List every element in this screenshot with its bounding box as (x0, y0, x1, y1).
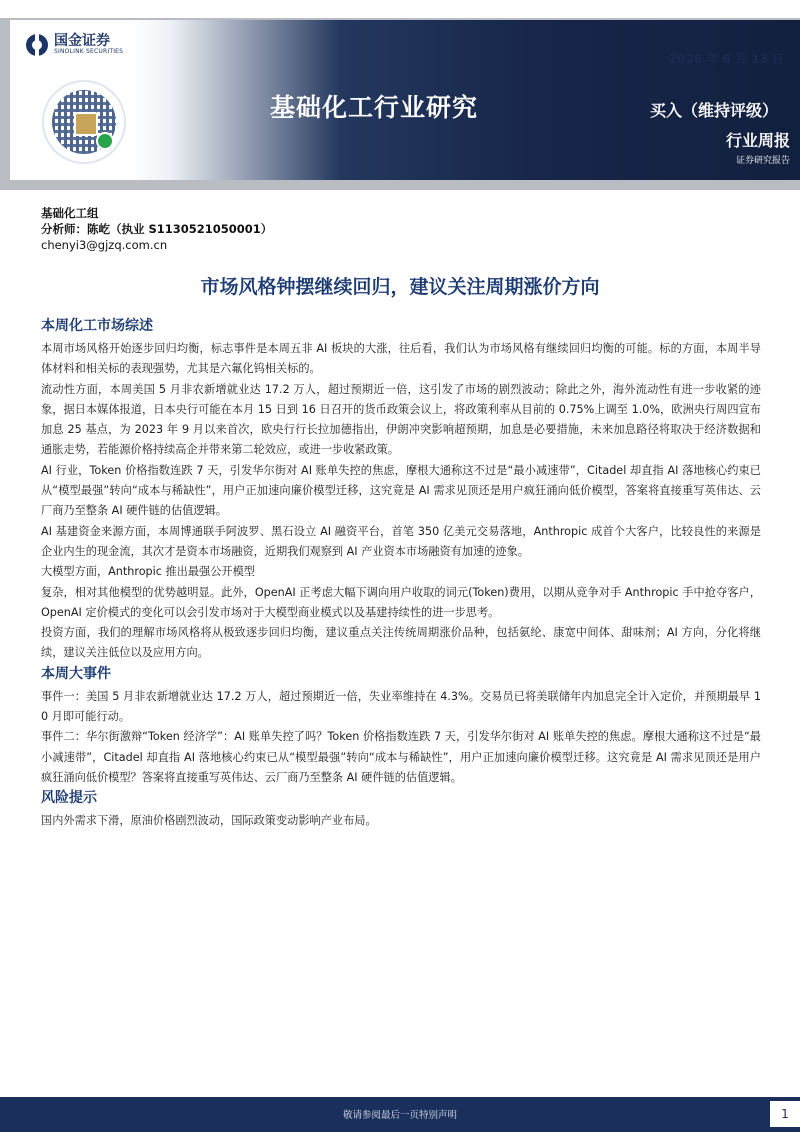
logo-name-cn: 国金证券 (54, 33, 110, 49)
page-number: 1 (770, 1101, 800, 1127)
report-body (41, 316, 761, 832)
industry-title: 基础化工行业研究 (270, 93, 479, 122)
section-heading: 本周化工市场综述 (41, 318, 153, 334)
section-weekly-events (41, 664, 761, 788)
section-market-summary (41, 316, 761, 664)
section-heading: 本周大事件 (41, 665, 111, 682)
logo-name-en: SINOLINK SECURITIES (54, 48, 124, 55)
paragraph: 事件一：美国 5 月非农新增就业达 17.2 万人，超过预期近一倍，失业率维持在 4.3%。交易员已将美联储年内加息完全计入定价，并预期最早 10 月即可能行动。 (41, 689, 761, 724)
paragraph: AI 行业，Token 价格指数连跌 7 天，引发华尔街对 AI 账单失控的焦虑，摩根大通称这不过是“最小减速带”，Citadel 却直指 AI 落地核心约束已从“模型最强”转向“成本与稀缺性”，用户正加速向廉价模型迁移，这究竟是 AI 需求见顶还是用户疯狂涌向低价模型，答案将直接重写英伟达、云厂商乃至整条 AI 硬件链的估值逻辑。 (41, 463, 761, 518)
section-risk-warning (41, 788, 761, 831)
analyst-name: 分析师：陈屹（执业 S1130521050001） (41, 222, 273, 236)
logo-icon (26, 34, 48, 56)
analyst-email[interactable]: chenyi3@gjzq.com.cn (41, 238, 168, 252)
paragraph: 流动性方面，本周美国 5 月非农新增就业达 17.2 万人，超过预期近一倍，这引发了市场的剧烈波动；除此之外，海外流动性有进一步收紧的迹象，据日本媒体报道，日本央行可能在本月 15 日到 16 日召开的货币政策会议上，将政策利率从目前的 0.75%上调至 1.0%，欧洲央行周四宣布加息 25 基点，为 2023 年 9 月以来首次，欧央行行长拉加德指出，伊朗冲突影响超预期，加息是必要措施，未来加息路径将取决于经济数据和通胀走势，若能源价格持续高企并带来第二轮效应，或进一步收紧政策。 (41, 382, 761, 457)
analyst-info (41, 205, 272, 253)
company-logo (26, 34, 123, 56)
paragraph: 复杂，相对其他模型的优势越明显。此外，OpenAI 正考虑大幅下调向用户收取的词元(Token)费用，以期从竞争对手 Anthropic 手中抢夺客户，OpenAI 定价模式的变化可以会引发市场对于大模型商业模式以及基建持续性的进一步思考。 (41, 585, 761, 619)
analyst-group: 基础化工组 (41, 206, 99, 220)
paragraph: 本周市场风格开始逐步回归均衡，标志事件是本周五非 AI 板块的大涨，往后看，我们认为市场风格有继续回归均衡的可能。标的方面，本周半导体材料和相关标的表现强势，尤其是六氟化钨相关标的。 (41, 342, 761, 376)
paragraph: 投资方面，我们的理解市场风格将从极致逐步回归均衡，建议重点关注传统周期涨价品种，包括氨纶、康宽中间体、甜味剂；AI 方向，分化将继续，建议关注低位以及应用方向。 (41, 626, 761, 660)
wechat-icon (96, 132, 114, 150)
section-heading: 风险提示 (41, 790, 97, 807)
qr-code-icon (44, 82, 124, 162)
page-footer (0, 1097, 800, 1132)
paragraph: 国内外需求下滑，原油价格剧烈波动，国际政策变动影响产业布局。 (41, 814, 377, 828)
footer-notice: 敬请参阅最后一页特别声明 (342, 1110, 457, 1121)
paragraph: AI 基建资金来源方面，本周博通联手阿波罗、黑石设立 AI 融资平台，首笔 350 亿美元交易落地，Anthropic 成首个大客户，比较良性的来源是企业内生的现金流，其次才是资本市场融资，近期我们观察到 AI 产业资本市场融资有加速的迹象。 (41, 524, 761, 558)
report-date: 2026 年 6 月 13 日 (668, 52, 784, 66)
rating-label: 买入（维持评级） (649, 101, 778, 120)
paragraph: 事件二：华尔街激辩“Token 经济学”：AI 账单失控了吗？Token 价格指数连跌 7 天，引发华尔街对 AI 账单失控的焦虑。摩根大通称这不过是“最小减速带”，Citadel 却直指 AI 落地核心约束已从“模型最强”转向“成本与稀缺性”，用户正加速向廉价模型迁移。这究竟是 AI 需求见顶还是用户疯狂涌向低价模型？答案将直接重写英伟达、云厂商乃至整条 AI 硬件链的估值逻辑。 (41, 730, 761, 784)
report-title: 市场风格钟摆继续回归，建议关注周期涨价方向 (200, 276, 600, 298)
paragraph: 大模型方面，Anthropic 推出最强公开模型 (41, 565, 255, 579)
report-subtitle: 证券研究报告 (735, 156, 790, 166)
report-type: 行业周报 (725, 131, 790, 150)
